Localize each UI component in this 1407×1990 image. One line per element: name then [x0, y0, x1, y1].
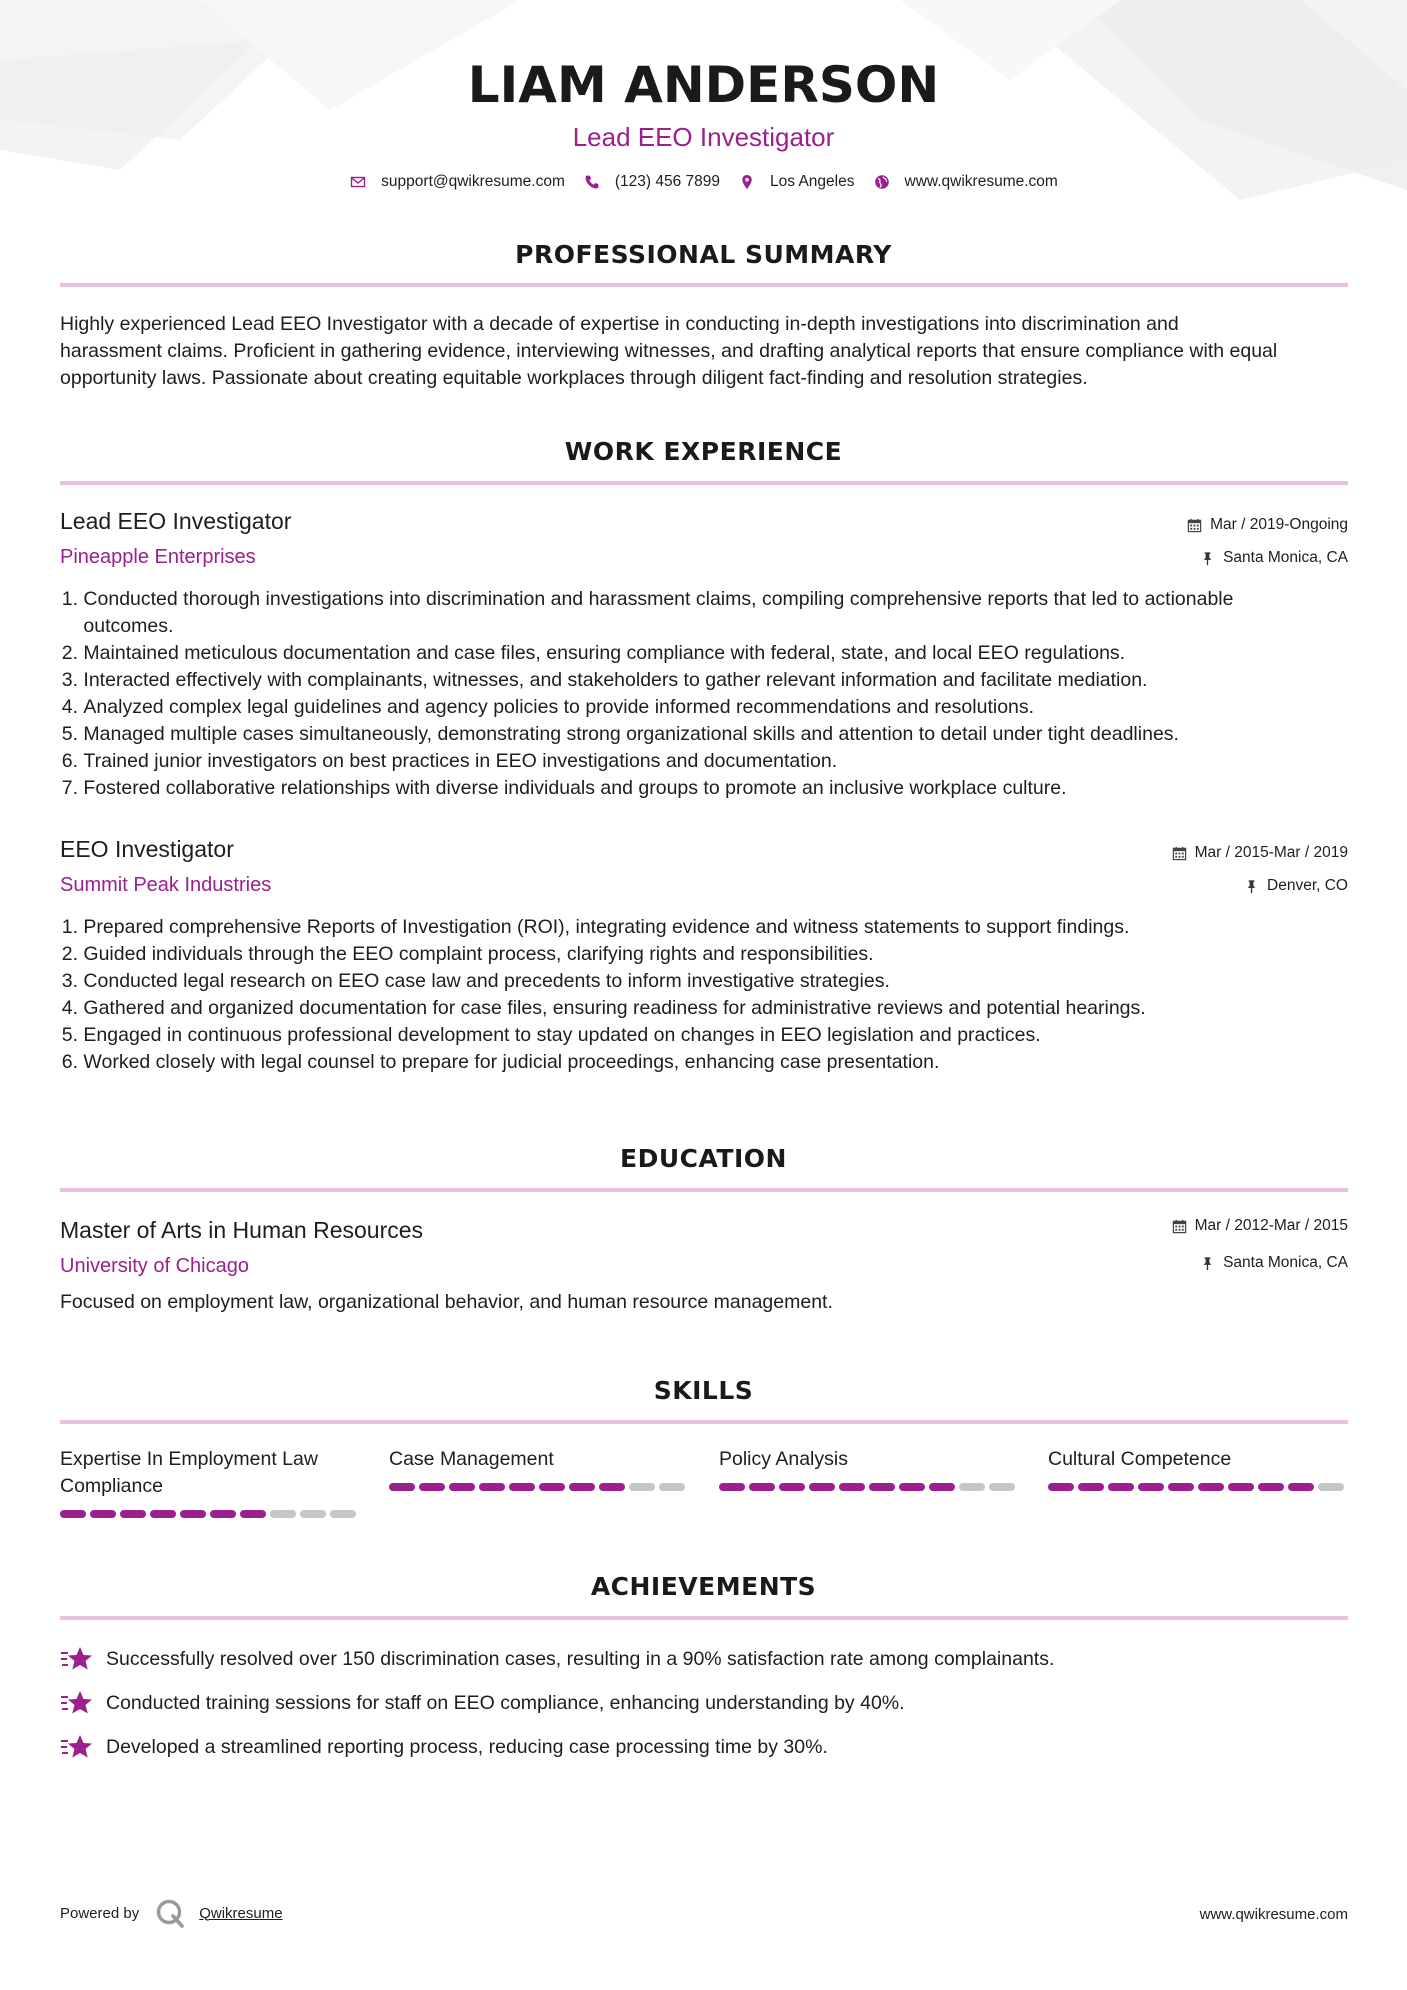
contact-bar — [0, 173, 1407, 191]
achievement-text: Successfully resolved over 150 discrimination cases, resulting in a 90% satisfaction rate among complainants. — [106, 1647, 1055, 1670]
job-title: Lead EEO Investigator — [60, 508, 292, 534]
skill-level-segment-filled — [509, 1483, 535, 1491]
job-dates — [1172, 844, 1348, 862]
skill-item — [389, 1446, 689, 1473]
skills-grid — [60, 1446, 1350, 1526]
list-item: 2. Guided individuals through the EEO complaint process, clarifying rights and responsibilities. — [61, 943, 874, 965]
skill-name — [1048, 1446, 1348, 1473]
skill-level-segment-filled — [899, 1483, 925, 1491]
skill-level-segment-filled — [1228, 1483, 1254, 1491]
skills-heading: SKILLS — [653, 1376, 754, 1405]
calendar-icon — [1172, 1219, 1187, 1234]
qwikresume-logo-icon — [155, 1898, 185, 1928]
skill-level-segment-filled — [419, 1483, 445, 1491]
contact-phone[interactable] — [583, 173, 720, 191]
calendar-icon — [1187, 518, 1202, 533]
skill-level-bar — [719, 1483, 1019, 1491]
list-item-text: Prepared comprehensive Reports of Investigation (ROI), integrating evidence and witness statements to support findings. — [83, 916, 1130, 938]
education-dates-text: Mar / 2012-Mar / 2015 — [1194, 1217, 1348, 1234]
list-item: 3. Conducted legal research on EEO case law and precedents to inform investigative strategies. — [61, 970, 890, 992]
experience-heading: WORK EXPERIENCE — [564, 437, 843, 466]
skill-name-line: Case Management — [389, 1448, 554, 1470]
skill-level-segment-empty — [1318, 1483, 1344, 1491]
list-item-text: Analyzed complex legal guidelines and agency policies to provide informed recommendations and resolutions. — [83, 696, 1035, 718]
list-item-text: Guided individuals through the EEO complaint process, clarifying rights and responsibilities. — [83, 943, 874, 965]
skill-level-segment-filled — [1288, 1483, 1314, 1491]
contact-website-text: www.qwikresume.com — [904, 173, 1058, 190]
skill-name-line: Cultural Competence — [1048, 1448, 1232, 1470]
summary-line: Highly experienced Lead EEO Investigator with a decade of expertise in conducting in-depth investigations into discrimination and — [60, 313, 1179, 335]
education-rule — [60, 1188, 1348, 1192]
achievement-text: Developed a streamlined reporting process, reducing case processing time by 30%. — [106, 1735, 828, 1758]
skill-level-segment-empty — [270, 1510, 296, 1518]
skill-level-segment-empty — [300, 1510, 326, 1518]
skill-level-bar — [389, 1483, 689, 1491]
contact-email[interactable] — [349, 173, 565, 191]
achievement-text: Conducted training sessions for staff on EEO compliance, enhancing understanding by 40%. — [106, 1691, 905, 1714]
globe-icon — [873, 173, 891, 191]
skill-name — [719, 1446, 1019, 1473]
summary-text — [60, 311, 1350, 392]
skill-level-segment-filled — [929, 1483, 955, 1491]
contact-website[interactable] — [873, 173, 1058, 191]
skill-name-line: Policy Analysis — [719, 1448, 848, 1470]
job-company: Pineapple Enterprises — [60, 546, 256, 568]
candidate-name: LIAM ANDERSON — [467, 56, 940, 114]
star-icon — [60, 1733, 94, 1761]
skills-rule — [60, 1420, 1348, 1424]
list-item-text: Engaged in continuous professional development to stay updated on changes in EEO legislation and practices. — [83, 1024, 1041, 1046]
powered-by-label: Powered by — [60, 1904, 140, 1922]
list-item: 7. Fostered collaborative relationships with diverse individuals and groups to promote an inclusive workplace culture. — [61, 777, 1067, 799]
job-dates-text: Mar / 2015-Mar / 2019 — [1194, 844, 1348, 861]
qwikresume-link[interactable]: Qwikresume — [199, 1904, 283, 1922]
contact-phone-text: (123) 456 7899 — [614, 173, 721, 190]
job-location-text: Santa Monica, CA — [1223, 549, 1348, 566]
job-location — [1244, 877, 1348, 895]
skill-level-segment-filled — [1048, 1483, 1074, 1491]
skill-level-segment-empty — [659, 1483, 685, 1491]
achievement-item — [60, 1733, 828, 1761]
skill-level-segment-filled — [809, 1483, 835, 1491]
list-item: 1. Prepared comprehensive Reports of Investigation (ROI), integrating evidence and witness statements to support findings. — [61, 916, 1130, 938]
list-item: 4. Gathered and organized documentation for case files, ensuring readiness for administrative reviews and potential hearings. — [61, 997, 1146, 1019]
list-item: 5. Managed multiple cases simultaneously, demonstrating strong organizational skills and attention to detail under tight deadlines. — [61, 723, 1179, 745]
skill-level-segment-filled — [749, 1483, 775, 1491]
skill-level-segment-filled — [210, 1510, 236, 1518]
education-dates — [1172, 1217, 1348, 1235]
job-location-text: Denver, CO — [1267, 877, 1348, 894]
list-item: 2. Maintained meticulous documentation and case files, ensuring compliance with federal, state, and local EEO regulations. — [61, 642, 1126, 664]
list-item-text: Maintained meticulous documentation and case files, ensuring compliance with federal, state, and local EEO regulations. — [83, 642, 1126, 664]
skill-level-segment-filled — [120, 1510, 146, 1518]
education-location-text: Santa Monica, CA — [1223, 1254, 1348, 1271]
skill-item — [1048, 1446, 1348, 1473]
skill-level-segment-filled — [1108, 1483, 1134, 1491]
job-dates — [1187, 516, 1348, 534]
skill-level-segment-filled — [1258, 1483, 1284, 1491]
list-item: 5. Engaged in continuous professional development to stay updated on changes in EEO legislation and practices. — [61, 1024, 1041, 1046]
skill-level-bar — [1048, 1483, 1348, 1491]
skill-name — [389, 1446, 689, 1473]
list-item: 6. Trained junior investigators on best practices in EEO investigations and documentation. — [61, 750, 838, 772]
achievements-rule — [60, 1616, 1348, 1620]
list-item-text: Interacted effectively with complainants, witnesses, and stakeholders to gather relevant information and facilitate mediation. — [83, 669, 1148, 691]
phone-icon — [583, 173, 601, 191]
list-item-text: Worked closely with legal counsel to prepare for judicial proceedings, enhancing case presentation. — [83, 1051, 940, 1073]
skill-level-segment-filled — [869, 1483, 895, 1491]
list-item: 4. Analyzed complex legal guidelines and agency policies to provide informed recommendations and resolutions. — [61, 696, 1035, 718]
skill-level-segment-empty — [989, 1483, 1015, 1491]
summary-heading: PROFESSIONAL SUMMARY — [515, 240, 892, 269]
footer-powered-by — [60, 1898, 283, 1928]
education-school: University of Chicago — [60, 1255, 249, 1277]
skill-level-segment-filled — [1198, 1483, 1224, 1491]
education-description: Focused on employment law, organizational behavior, and human resource management. — [60, 1291, 833, 1313]
skill-name — [60, 1446, 360, 1500]
skill-level-segment-filled — [150, 1510, 176, 1518]
job-title: EEO Investigator — [60, 836, 234, 862]
list-item: 6. Worked closely with legal counsel to prepare for judicial proceedings, enhancing case presentation. — [61, 1051, 940, 1073]
list-item-text: Conducted legal research on EEO case law and precedents to inform investigative strategies. — [83, 970, 890, 992]
job-dates-text: Mar / 2019-Ongoing — [1210, 516, 1348, 533]
skill-level-segment-filled — [479, 1483, 505, 1491]
skill-level-segment-filled — [449, 1483, 475, 1491]
calendar-icon — [1172, 846, 1187, 861]
skill-name-line: Compliance — [60, 1475, 163, 1497]
skill-item — [719, 1446, 1019, 1473]
list-item: 3. Interacted effectively with complainants, witnesses, and stakeholders to gather relevant information and facilitate mediation. — [61, 669, 1148, 691]
skill-level-segment-filled — [389, 1483, 415, 1491]
contact-location-text: Los Angeles — [770, 173, 855, 190]
job-company: Summit Peak Industries — [60, 874, 272, 896]
achievement-item — [60, 1689, 905, 1717]
star-icon — [60, 1689, 94, 1717]
envelope-icon — [349, 173, 367, 191]
skill-level-segment-filled — [1168, 1483, 1194, 1491]
job-responsibilities — [60, 586, 1350, 802]
star-icon — [60, 1645, 94, 1673]
skill-item — [60, 1446, 360, 1500]
contact-email-text: support@qwikresume.com — [381, 173, 565, 190]
contact-location — [738, 173, 854, 191]
skill-level-segment-filled — [60, 1510, 86, 1518]
achievements-heading: ACHIEVEMENTS — [590, 1572, 817, 1601]
skill-level-segment-filled — [240, 1510, 266, 1518]
skill-level-segment-filled — [839, 1483, 865, 1491]
list-item-text: Fostered collaborative relationships with diverse individuals and groups to promote an inclusive workplace culture. — [83, 777, 1067, 799]
skill-name-line: Expertise In Employment Law — [60, 1448, 318, 1470]
skill-level-segment-filled — [1078, 1483, 1104, 1491]
skill-level-segment-filled — [569, 1483, 595, 1491]
experience-rule — [60, 481, 1348, 485]
education-heading: EDUCATION — [620, 1144, 787, 1173]
footer-website[interactable]: www.qwikresume.com — [1199, 1906, 1348, 1923]
skill-level-segment-empty — [959, 1483, 985, 1491]
summary-line: opportunity laws. Passionate about creating equitable workplaces through diligent fact-finding and resolution strategies. — [60, 367, 1088, 389]
education-location — [1200, 1254, 1348, 1272]
list-item-text: Managed multiple cases simultaneously, demonstrating strong organizational skills and attention to detail under tight deadlines. — [83, 723, 1179, 745]
list-item-text: Conducted thorough investigations into discrimination and harassment claims, compiling comprehensive reports that led to actionable — [83, 588, 1234, 610]
summary-rule — [60, 283, 1348, 287]
pushpin-icon — [1244, 879, 1259, 894]
skill-level-segment-filled — [539, 1483, 565, 1491]
skill-level-segment-filled — [779, 1483, 805, 1491]
pushpin-icon — [1200, 551, 1215, 566]
pushpin-icon — [1200, 1256, 1215, 1271]
list-item-text: outcomes. — [83, 615, 174, 637]
job-responsibilities — [60, 914, 1350, 1076]
skill-level-segment-filled — [1138, 1483, 1164, 1491]
education-degree: Master of Arts in Human Resources — [60, 1217, 424, 1243]
skill-level-bar — [60, 1510, 360, 1518]
job-location — [1200, 549, 1348, 567]
skill-level-segment-filled — [719, 1483, 745, 1491]
skill-level-segment-empty — [330, 1510, 356, 1518]
list-item: 1. Conducted thorough investigations into discrimination and harassment claims, compiling comprehensive reports that led to actionable outcomes. — [61, 588, 1234, 637]
achievement-item — [60, 1645, 1054, 1673]
summary-line: harassment claims. Proficient in gathering evidence, interviewing witnesses, and drafting analytical reports that ensure compliance with equal — [60, 340, 1278, 362]
list-item-text: Trained junior investigators on best practices in EEO investigations and documentation. — [83, 750, 838, 772]
skill-level-segment-filled — [90, 1510, 116, 1518]
list-item-text: Gathered and organized documentation for case files, ensuring readiness for administrative reviews and potential hearings. — [83, 997, 1146, 1019]
skill-level-segment-empty — [629, 1483, 655, 1491]
map-marker-icon — [738, 173, 756, 191]
candidate-role: Lead EEO Investigator — [572, 122, 835, 152]
skill-level-segment-filled — [180, 1510, 206, 1518]
skill-level-segment-filled — [599, 1483, 625, 1491]
